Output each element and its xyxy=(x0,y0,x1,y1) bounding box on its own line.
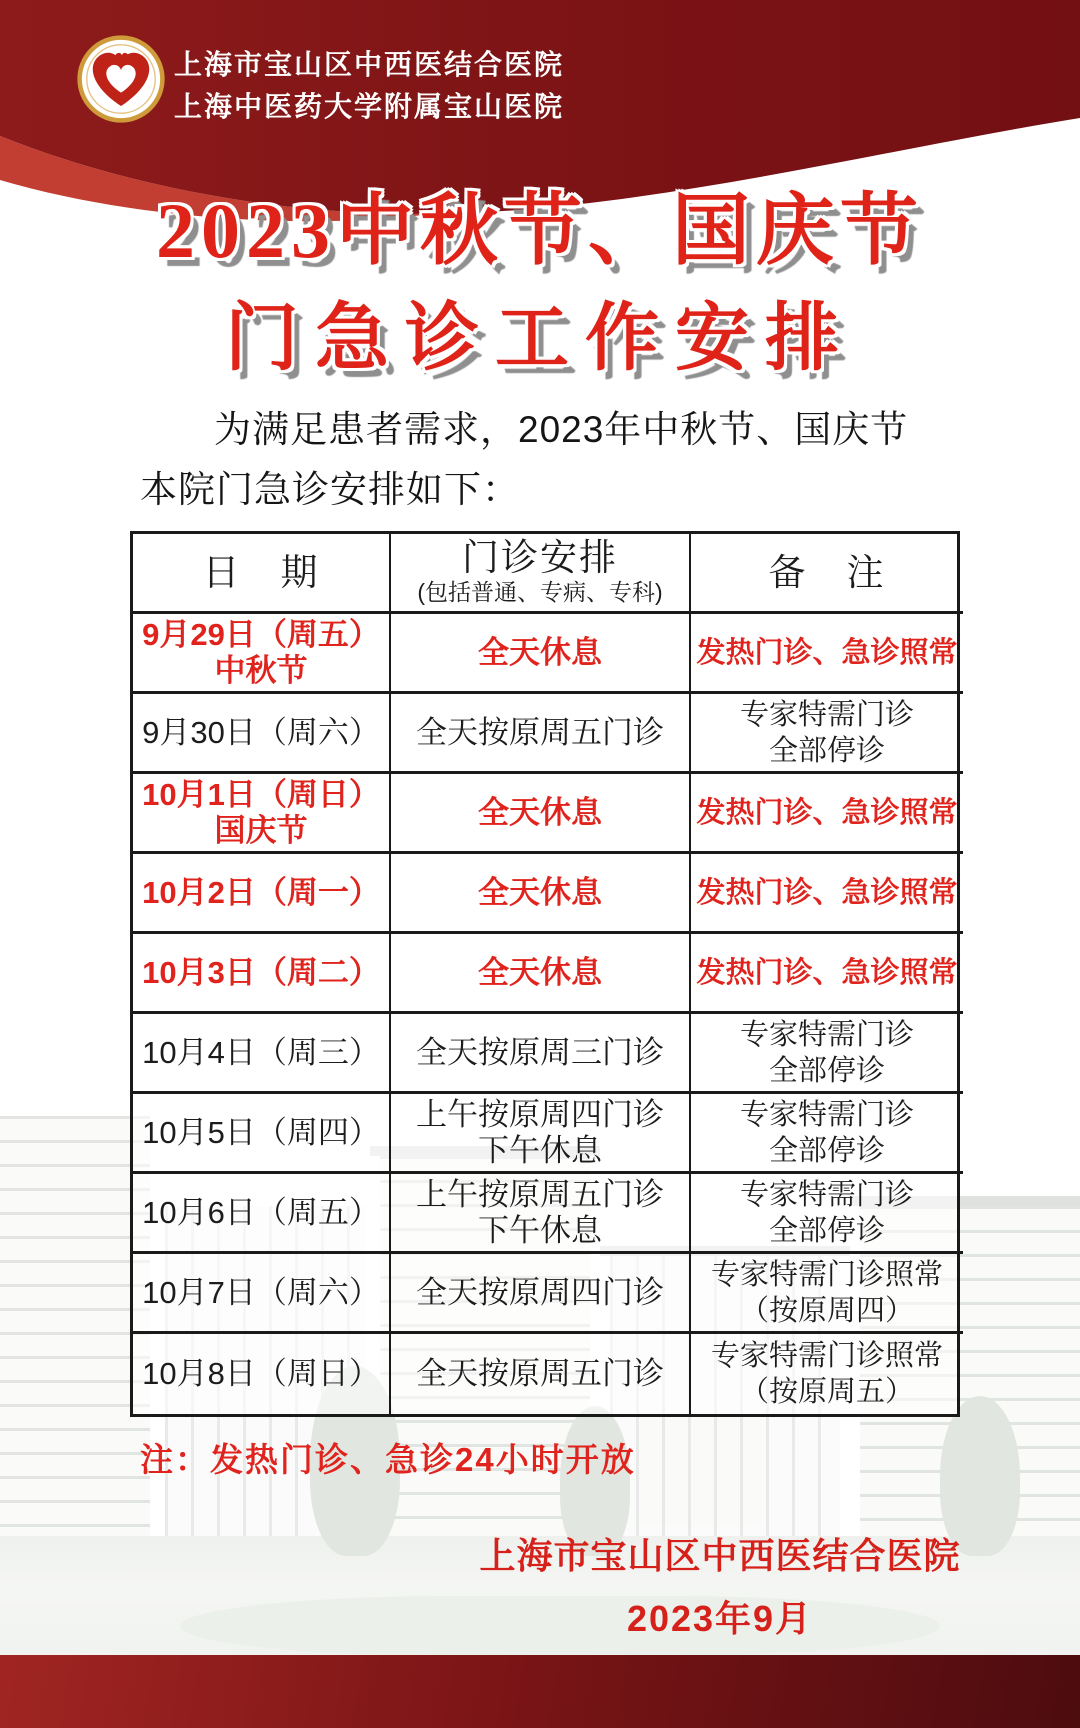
arrangement-cell: 全天按原周五门诊 xyxy=(391,694,691,774)
intro-paragraph: 为满足患者需求，2023年中秋节、国庆节本院门急诊安排如下： xyxy=(140,409,909,510)
footnote: 注：发热门诊、急诊24小时开放 xyxy=(140,1441,636,1478)
poster-title-line1: 2023中秋节、国庆节 xyxy=(155,187,924,274)
arrangement-cell: 全天休息 xyxy=(391,934,691,1014)
date-cell: 10月7日（周六） xyxy=(133,1254,391,1334)
note-cell: 专家特需门诊照常 （按原周五） xyxy=(710,1340,943,1408)
arrangement-cell: 全天按原周三门诊 xyxy=(391,1014,691,1094)
hospital-name-line2: 上海中医药大学附属宝山医院 xyxy=(174,91,565,122)
note-cell: 专家特需门诊 全部停诊 xyxy=(691,694,963,774)
note-cell: 专家特需门诊照常 （按原周四） xyxy=(691,1254,963,1334)
note-cell: 专家特需门诊 全部停诊 xyxy=(691,1174,963,1254)
date-cell: 10月5日（周四） xyxy=(133,1094,391,1174)
col-header-arrangement: 门诊安排 (包括普通、专病、专科) xyxy=(391,534,691,614)
date-cell: 10月3日（周二） xyxy=(133,934,391,1014)
note-cell: 专家特需门诊 全部停诊 xyxy=(691,1094,963,1174)
poster-title xyxy=(0,188,1080,380)
note-cell: 发热门诊、急诊照常 xyxy=(691,774,963,854)
schedule-table xyxy=(130,531,960,1417)
header-hospital-names xyxy=(174,44,564,128)
arrangement-cell: 上午按原周四门诊 下午休息 xyxy=(391,1094,691,1174)
arrangement-cell: 上午按原周五门诊 下午休息 xyxy=(391,1174,691,1254)
date-cell: 9月30日（周六） xyxy=(133,694,391,774)
date-cell: 10月2日（周一） xyxy=(133,854,391,934)
hospital-name-line1: 上海市宝山区中西医结合医院 xyxy=(174,49,565,80)
note-cell: 发热门诊、急诊照常 xyxy=(691,934,963,1014)
note-cell: 专家特需门诊 全部停诊 xyxy=(691,1014,963,1094)
arrangement-cell: 全天休息 xyxy=(391,774,691,854)
backdrop-building xyxy=(0,1116,150,1536)
arrangement-subtitle: (包括普通、专病、专科) xyxy=(417,578,663,605)
arrangement-cell: 全天休息 xyxy=(391,854,691,934)
date-cell: 10月6日（周五） xyxy=(133,1174,391,1254)
date-cell: 10月8日（周日） xyxy=(133,1334,391,1414)
bottom-band xyxy=(0,1655,1080,1728)
date-cell: 10月1日（周日） 国庆节 xyxy=(133,774,391,854)
hospital-logo xyxy=(76,34,166,124)
arrangement-cell: 全天按原周四门诊 xyxy=(391,1254,691,1334)
footer-hospital-name: 上海市宝山区中西医结合医院 xyxy=(479,1535,961,1576)
note-cell: 发热门诊、急诊照常 xyxy=(691,614,963,694)
poster-title-line2: 门急诊工作安排 xyxy=(225,298,855,380)
col-header-date: 日 期 xyxy=(133,534,391,614)
arrangement-cell: 全天按原周五门诊 xyxy=(391,1334,691,1414)
date-cell: 10月4日（周三） xyxy=(133,1014,391,1094)
date-cell: 9月29日（周五） 中秋节 xyxy=(133,614,391,694)
note-cell: 发热门诊、急诊照常 xyxy=(691,854,963,934)
arrangement-cell: 全天休息 xyxy=(391,614,691,694)
col-header-note: 备 注 xyxy=(691,534,963,614)
footer-signature xyxy=(440,1528,1000,1642)
footer-date: 2023年9月 xyxy=(626,1598,814,1639)
